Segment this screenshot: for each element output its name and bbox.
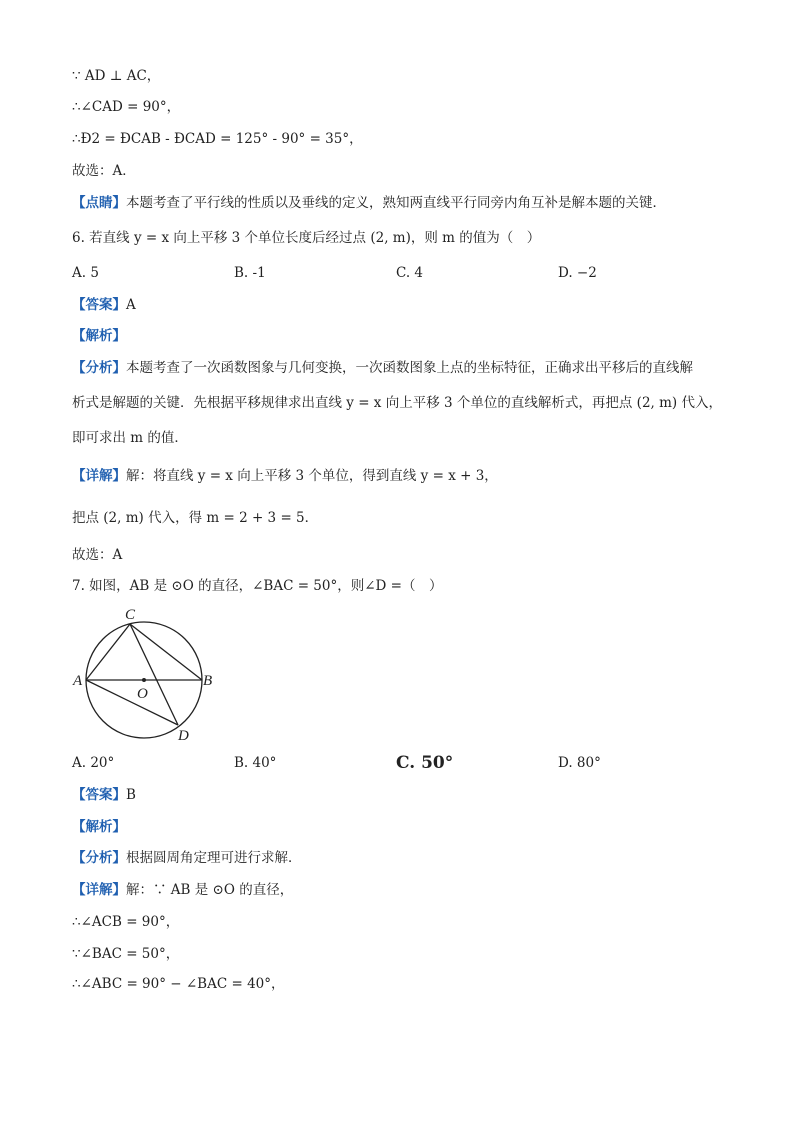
dianjing-line — [72, 193, 666, 213]
q7-option-a: A. 20° — [72, 755, 115, 771]
q7-xiangjie-text-1: 解：∵ AB 是 ⊙O 的直径， — [126, 882, 294, 898]
q6-select: 故选：A — [72, 547, 123, 563]
q7-answer-tag: 【答案】 — [72, 787, 126, 803]
circle-figure — [72, 604, 222, 744]
q7-fenxi-1 — [72, 848, 302, 868]
q6-stem: 6. 若直线 y = x 向上平移 3 个单位长度后经过点 (2, m)，则 m 的值为（ ） — [72, 230, 541, 246]
q6-fenxi-text-1: 本题考查了一次函数图象与几何变换，一次函数图象上点的坐标特征，正确求出平移后的直线解 — [126, 360, 693, 376]
label-a: A — [73, 673, 83, 689]
q7-xiangjie-1 — [72, 880, 293, 900]
q7-answer — [72, 785, 136, 805]
q7-answer-value: B — [126, 787, 136, 803]
q6-fenxi-1 — [72, 358, 693, 378]
q7-stem: 7. 如图，AB 是 ⊙O 的直径，∠BAC = 50°，则∠D =（ ） — [72, 578, 443, 594]
label-o: O — [137, 686, 148, 702]
step-line-4: 故选：A． — [72, 163, 136, 179]
q7-xiangjie-3: ∵∠BAC = 50°， — [72, 946, 180, 962]
q6-option-d: D. −2 — [558, 265, 597, 281]
label-d: D — [178, 728, 189, 744]
chord-cd — [130, 624, 178, 725]
label-c: C — [125, 607, 136, 623]
q6-option-a: A. 5 — [72, 265, 99, 281]
q7-fenxi-tag: 【分析】 — [72, 850, 126, 866]
chord-cb — [130, 624, 202, 680]
q6-answer-tag: 【答案】 — [72, 297, 126, 313]
q7-option-c: C. 50° — [396, 753, 454, 773]
q7-options — [72, 753, 732, 773]
q6-answer — [72, 295, 136, 315]
dianjing-tag: 【点睛】 — [72, 195, 126, 211]
q6-options — [72, 263, 732, 283]
q6-xiangjie-1 — [72, 466, 498, 486]
dianjing-text: 本题考查了平行线的性质以及垂线的定义，熟知两直线平行同旁内角互补是解本题的关键． — [126, 195, 666, 211]
q6-xiangjie-tag: 【详解】 — [72, 468, 126, 484]
center-dot — [142, 678, 146, 682]
step-line-1: ∵ AD ⊥ AC， — [72, 68, 161, 84]
q6-xiangjie-2: 把点 (2, m) 代入，得 m = 2 + 3 = 5． — [72, 510, 319, 526]
q6-answer-value: A — [126, 297, 136, 313]
q6-option-c: C. 4 — [396, 265, 424, 281]
q6-analysis-tag: 【解析】 — [72, 328, 126, 344]
q7-xiangjie-2: ∴∠ACB = 90°， — [72, 914, 180, 930]
q6-xiangjie-text-1: 解：将直线 y = x 向上平移 3 个单位，得到直线 y = x + 3， — [126, 468, 498, 484]
q6-fenxi-2: 析式是解题的关键．先根据平移规律求出直线 y = x 向上平移 3 个单位的直线解析式，再把点 (2, m) 代入， — [72, 395, 722, 411]
q6-fenxi-tag: 【分析】 — [72, 360, 126, 376]
q6-fenxi-3: 即可求出 m 的值． — [72, 430, 188, 446]
q7-xiangjie-tag: 【详解】 — [72, 882, 126, 898]
q6-analysis-heading — [72, 326, 126, 346]
q7-analysis-tag: 【解析】 — [72, 819, 126, 835]
step-line-3: ∴Ð2 = ÐCAB - ÐCAD = 125° - 90° = 35°， — [72, 131, 363, 147]
label-b: B — [203, 673, 213, 689]
q7-option-b: B. 40° — [234, 755, 277, 771]
q6-option-b: B. -1 — [234, 265, 266, 281]
q7-xiangjie-4: ∴∠ABC = 90° − ∠BAC = 40°， — [72, 976, 285, 992]
q7-fenxi-text-1: 根据圆周角定理可进行求解． — [126, 850, 302, 866]
step-line-2: ∴∠CAD = 90°， — [72, 99, 181, 115]
q7-analysis-heading — [72, 817, 126, 837]
q7-option-d: D. 80° — [558, 755, 601, 771]
